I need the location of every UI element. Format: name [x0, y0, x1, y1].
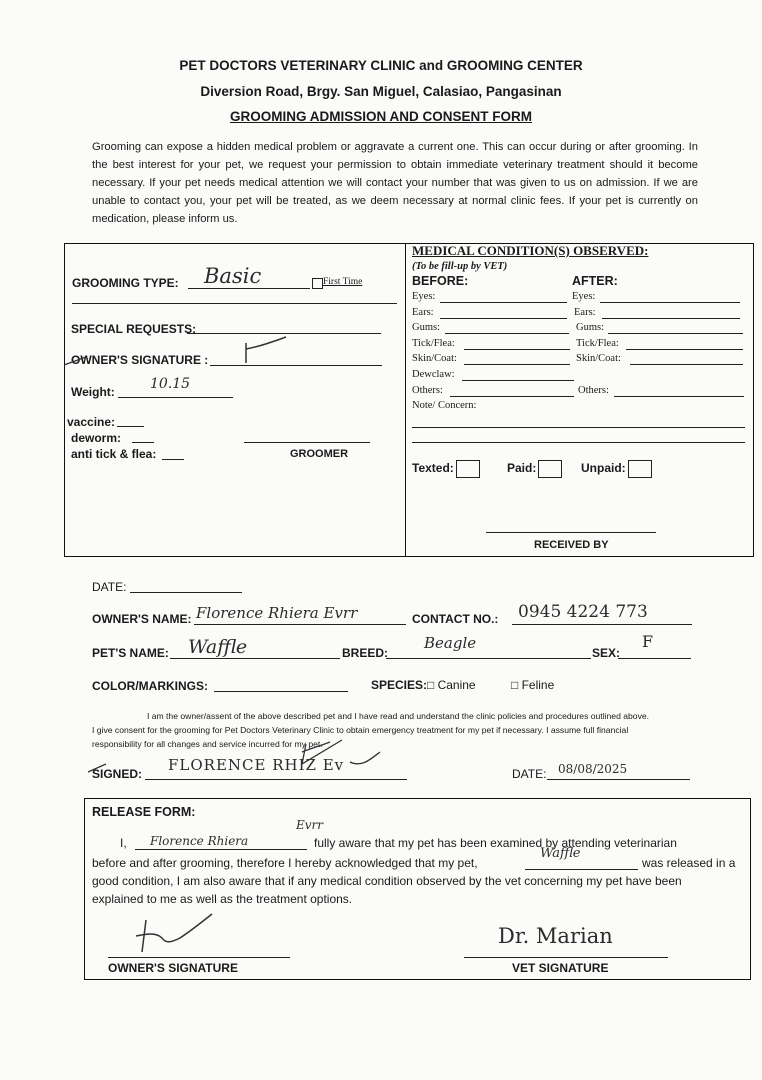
grooming-type-label: GROOMING TYPE:: [72, 276, 179, 290]
release-name-line: [135, 849, 307, 850]
paid-label: Paid:: [507, 461, 537, 476]
sex-label: SEX:: [592, 646, 621, 660]
after-tick-label: Tick/Flea:: [576, 338, 619, 349]
consent-date-label: DATE:: [512, 767, 547, 781]
before-dewclaw-label: Dewclaw:: [412, 369, 455, 380]
pet-name-field[interactable]: Waffle: [188, 636, 248, 658]
before-eyes-field[interactable]: [440, 302, 567, 303]
before-skin-field[interactable]: [464, 364, 570, 365]
release-pet-line: [525, 869, 638, 870]
box-divider: [405, 243, 406, 556]
release-text-d: good condition, I am also aware that if any medical condition observed by the vet concerning my pet have been: [92, 874, 682, 888]
owner-name-label: OWNER'S NAME:: [92, 612, 192, 626]
before-label: BEFORE:: [412, 274, 469, 288]
vet-name-field[interactable]: Dr. Marian: [498, 924, 613, 948]
deworm-field[interactable]: [132, 442, 154, 443]
consent-date-line: [547, 779, 690, 780]
pet-name-label: PET'S NAME:: [92, 646, 169, 660]
grooming-box: [64, 243, 754, 557]
before-others-label: Others:: [412, 385, 443, 396]
unpaid-checkbox[interactable]: [581, 460, 652, 478]
deworm-label: deworm:: [71, 431, 122, 445]
before-tick-field[interactable]: [464, 349, 570, 350]
release-text-e: explained to me as well as the treatment options.: [92, 892, 353, 906]
groomer-label: GROOMER: [290, 448, 349, 460]
special-requests-label: SPECIAL REQUESTS:: [71, 322, 197, 336]
after-skin-label: Skin/Coat:: [576, 353, 621, 364]
grooming-type-field[interactable]: Basic: [204, 264, 262, 288]
owner-signature-mark: [132, 912, 222, 958]
first-time-label: First Time: [323, 277, 363, 287]
clinic-address: Diversion Road, Brgy. San Miguel, Calasiao, Pangasinan: [200, 84, 562, 99]
color-field[interactable]: [214, 691, 348, 692]
texted-label: Texted:: [412, 461, 454, 476]
canine-option[interactable]: □ Canine: [427, 678, 476, 692]
breed-field[interactable]: Beagle: [424, 634, 477, 652]
consent-date-field[interactable]: 08/08/2025: [558, 762, 628, 776]
owner-signature-footer-label: OWNER'S SIGNATURE: [108, 961, 238, 975]
release-i-label: I,: [120, 836, 127, 850]
release-pet-field[interactable]: Waffle: [540, 846, 581, 861]
weight-label: Weight:: [71, 385, 115, 399]
after-ears-field[interactable]: [602, 318, 740, 319]
owner-name-field[interactable]: Florence Rhiera Evrr: [196, 604, 358, 622]
owner-signature-line[interactable]: [108, 957, 290, 958]
before-skin-label: Skin/Coat:: [412, 353, 457, 364]
anti-tick-label: anti tick & flea:: [71, 447, 157, 461]
consent-line-1: I am the owner/assent of the above described pet and I have read and understand the clinic policies and procedures outlined above.: [146, 711, 650, 721]
note-label: Note/ Concern:: [412, 400, 477, 411]
after-others-label: Others:: [578, 385, 609, 396]
after-gums-label: Gums:: [576, 322, 605, 333]
first-time-checkbox[interactable]: [312, 278, 323, 289]
owner-signature-label: OWNER'S SIGNATURE :: [71, 353, 209, 367]
vaccine-label: vaccine:: [67, 415, 116, 429]
anti-tick-field[interactable]: [162, 459, 184, 460]
vet-signature-line[interactable]: [464, 957, 668, 958]
before-dewclaw-field[interactable]: [462, 380, 574, 381]
consent-line-2: I give consent for the grooming for Pet Doctors Veterinary Clinic to obtain emergency treatment for my pet if necessary. I assume full financial: [92, 725, 629, 735]
breed-label: BREED:: [342, 646, 389, 660]
after-gums-field[interactable]: [608, 333, 743, 334]
release-text-b: before and after grooming, therefore I hereby acknowledged that my pet,: [92, 856, 478, 870]
before-ears-field[interactable]: [440, 318, 567, 319]
before-gums-field[interactable]: [445, 333, 569, 334]
release-name-field[interactable]: Florence Rhiera: [150, 834, 249, 848]
grooming-line-2: [72, 303, 397, 304]
before-gums-label: Gums:: [412, 322, 441, 333]
consent-line-3: responsibility for all changes and service incurred for my pet.: [92, 739, 323, 749]
signed-field[interactable]: FLORENCE RHIZ Ev: [168, 756, 345, 774]
signature-mark: [60, 335, 290, 375]
note-line-1[interactable]: [412, 427, 745, 428]
vaccine-field[interactable]: [117, 426, 144, 427]
after-tick-field[interactable]: [626, 349, 743, 350]
before-others-field[interactable]: [450, 396, 574, 397]
after-label: AFTER:: [572, 274, 618, 288]
vet-signature-label: VET SIGNATURE: [512, 961, 609, 975]
sex-field[interactable]: F: [642, 632, 654, 651]
medical-subtitle: (To be fill-up by VET): [412, 261, 508, 272]
form-title: GROOMING ADMISSION AND CONSENT FORM: [230, 109, 532, 124]
texted-checkbox[interactable]: [412, 460, 480, 478]
after-others-field[interactable]: [614, 396, 744, 397]
after-ears-label: Ears:: [574, 307, 596, 318]
contact-label: CONTACT NO.:: [412, 612, 499, 626]
release-text-c: was released in a: [642, 856, 736, 870]
groomer-signature-line[interactable]: [244, 442, 370, 443]
date-field[interactable]: [130, 592, 242, 593]
before-ears-label: Ears:: [412, 307, 434, 318]
weight-field[interactable]: 10.15: [150, 376, 191, 392]
after-eyes-field[interactable]: [600, 302, 740, 303]
clinic-name: PET DOCTORS VETERINARY CLINIC and GROOMING CENTER: [179, 58, 583, 73]
received-by-line[interactable]: [486, 532, 656, 533]
release-name-extra: Evrr: [296, 818, 324, 832]
release-title: RELEASE FORM:: [92, 805, 196, 819]
contact-field[interactable]: 0945 4224 773: [518, 602, 648, 622]
release-text-a: fully aware that my pet has been examined by attending veterinarian: [314, 836, 677, 850]
note-line-2[interactable]: [412, 442, 745, 443]
unpaid-label: Unpaid:: [581, 461, 626, 476]
after-skin-field[interactable]: [630, 364, 743, 365]
date-label: DATE:: [92, 580, 127, 594]
pet-name-line: [170, 658, 340, 659]
paid-checkbox[interactable]: [507, 460, 562, 478]
color-label: COLOR/MARKINGS:: [92, 679, 208, 693]
before-eyes-label: Eyes:: [412, 291, 436, 302]
breed-line: [386, 658, 591, 659]
contact-line: [512, 624, 692, 625]
species-label: SPECIES:: [371, 678, 428, 692]
after-eyes-label: Eyes:: [572, 291, 596, 302]
feline-option[interactable]: □ Feline: [511, 678, 555, 692]
special-requests-field[interactable]: [187, 333, 381, 334]
received-by-label: RECEIVED BY: [534, 539, 609, 551]
owner-name-line: [194, 624, 406, 625]
sex-line: [618, 658, 691, 659]
before-tick-label: Tick/Flea:: [412, 338, 455, 349]
weight-line: [118, 397, 233, 398]
grooming-type-line: [188, 288, 310, 289]
signed-scribble: [80, 738, 420, 780]
medical-title: MEDICAL CONDITION(S) OBSERVED:: [412, 243, 649, 258]
intro-paragraph: Grooming can expose a hidden medical problem or aggravate a current one. This can occur during or after grooming. In the best interest for your pet, we request your permission to obtain immediate veterinary treatment should it become necessary. If your pet needs medical attention we will contact your number that was given to us on admission. If we are unable to contact you, your pet will be treated, as we deem necessary at normal clinic fees. If your pet is currently on medication, please inform us.: [92, 141, 698, 225]
signed-label: SIGNED:: [92, 767, 143, 781]
